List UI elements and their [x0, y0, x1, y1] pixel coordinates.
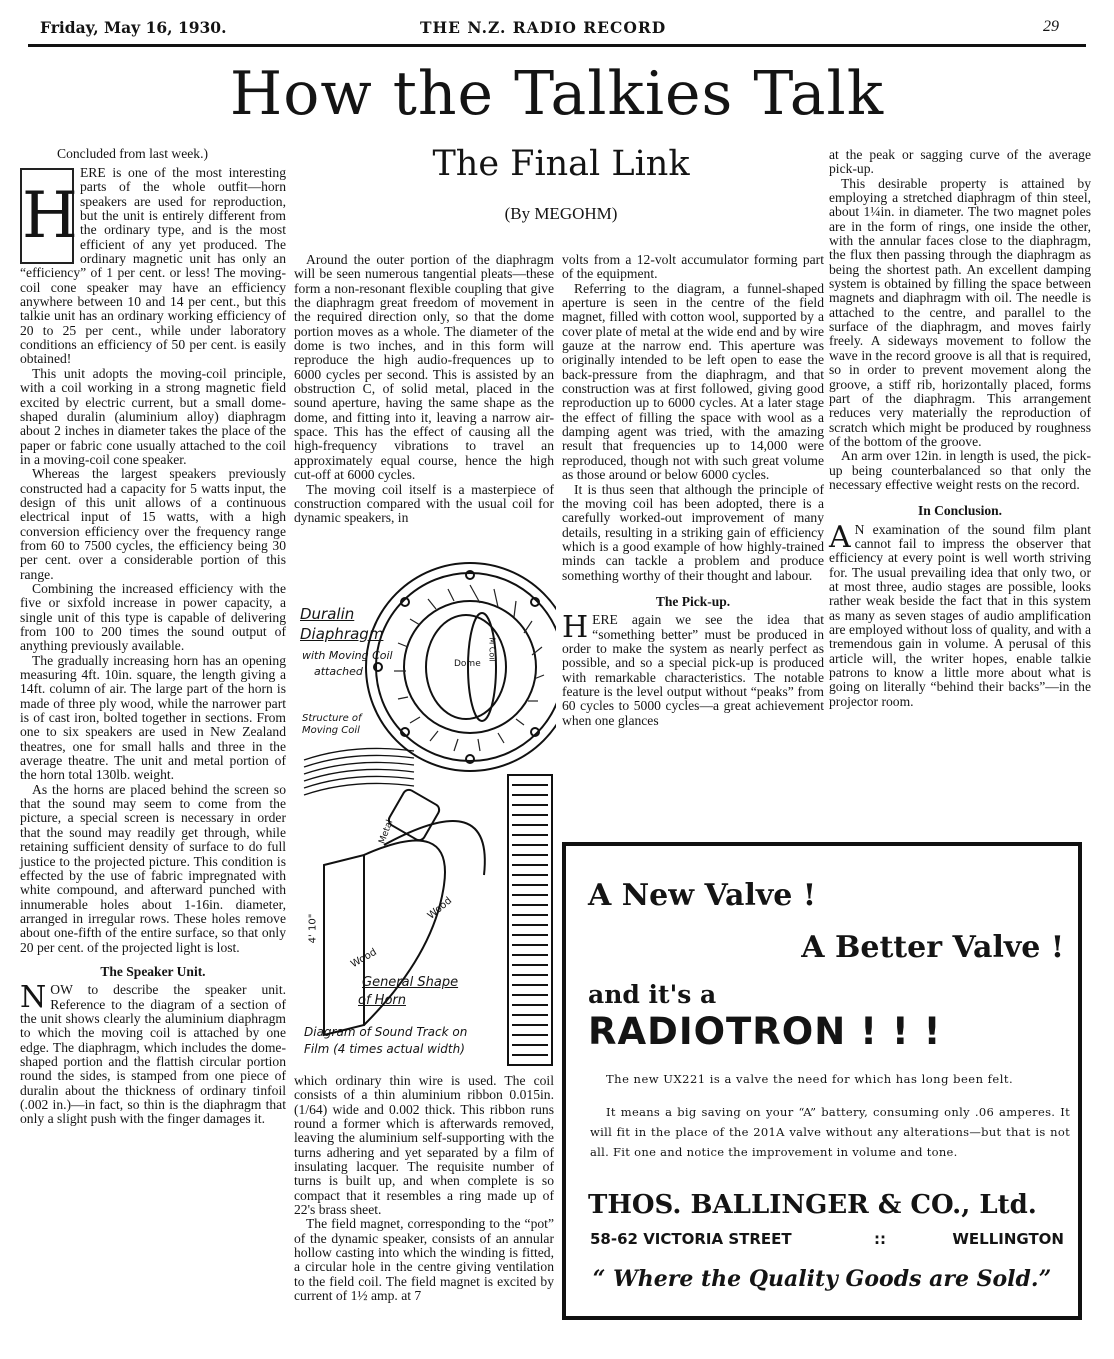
col1-paragraph: Combining the increased efficiency with the five or sixfold increase in power capacity, a single unit of this type is capable of delivering from 100 to 200 times the sound output of anything previously available.	[20, 580, 286, 654]
figure-label-attached: attached	[314, 665, 363, 678]
dropcap-h: H	[562, 610, 589, 646]
pickup-heading: The Pick-up.	[655, 593, 731, 609]
figure-label-dimension: 4' 10"	[307, 913, 319, 944]
article-column-3	[562, 253, 824, 728]
col2-top-paragraph: Around the outer portion of the diaphragm will be seen numerous tangential pleats—these form a non-resonant flexible coupling that give the diaphragm great freedom of movement in the required direction only, so that the dome portion moves as a whole. The diameter of the dome is two inches, and in this form will reproduce the high audio-frequences up to 6000 cycles per second. This is assisted by an obstruction C, of solid metal, placed in the sound aperture, having the same shape as the dome, and fitting into it, leaving a narrow air-space. This has the effect of causing all the high-frequency vibrations to travel an approximately equal course, hence the high cut-off at 6000 cycles.	[294, 252, 554, 483]
col1-paragraph: Whereas the largest speakers previously constructed had a capacity for 5 watts input, the design of this unit allows of a continuous electrical input of 15 watts, with a high conversion efficiency over the frequency range from 60 to 7500 cycles, the efficiency being 30 per cent. over a considerable portion of this range.	[20, 466, 286, 582]
col2-top-paragraph: The moving coil itself is a masterpiece of construction compared with the usual coil for dynamic speakers, in	[294, 481, 554, 526]
figure-label-diaphragm: Diaphragm	[300, 625, 384, 643]
col4-paragraph: This desirable property is attained by employing a stretched diaphragm of thin steel, about 1¼in. in diameter. The two magnet poles are in the form of rings, one inside the other, with the annular faces close to the diaphragm, the flux then passing through the diaphragm as being the shortest path. An excellent damping system is obtained by filling the space between magnets and diaphragm with oil. The needle is attached to the centre, and parallel to the surface of the diaphragm, and moves fairly freely. A sideways movement to follow the wave in the record groove is all that is required, so in order to prevent movement along the groove, a stiff rib, horizontally placed, forms part of the diaphragm. This arrangement reduces very materially the reproduction of scratch which might be produced by roughness of the bottom of the groove.	[829, 175, 1091, 449]
col1-paragraph: As the horns are placed behind the screen so that the sound may seem to come from the picture, a special screen is necessary in order that the sound may readily get through, while retaining sufficient density of surface to do full justice to the projected picture. This condition is effected by the use of fabric impregnated with white compound, and afterward punched with innumerable holes about 1-16in. diameter, arranged in irregular rows. These holes remove about one-fifth of the entire surface, so that only 20 per cent. of the projected light is lost.	[20, 781, 286, 955]
decorative-initial-h: H	[20, 168, 74, 264]
header-publication: THE N.Z. RADIO RECORD	[420, 18, 667, 37]
ad-slogan: “ Where the Quality Goods are Sold.”	[592, 1266, 1052, 1292]
ad-headline-1: A New Valve !	[588, 878, 816, 913]
col1-paragraph: This unit adopts the moving-coil principle, with a coil working in a strong magnetic field excited by electric current, but a small dome-shaped duralin (aluminium alloy) diaphragm about 2 inches in diameter takes the place of the paper or fabric cone usually attached to the coil in a moving-coil cone speaker.	[20, 365, 286, 467]
header-rule	[28, 44, 1086, 47]
ad-body-1: The new UX221 is a valve the need for which has long been felt.	[606, 1072, 1014, 1086]
col2-bottom-paragraph: The field magnet, corresponding to the “pot” of the dynamic speaker, consists of an annular hollow casting into which the winding is fitted, a circular hole in the centre giving ventilation to the field coil. The field magnet is excited by current of 1½ amp. at 7	[294, 1216, 554, 1304]
figure-label-general-shape: General Shape	[362, 975, 459, 990]
figure-label-sound-track: Diagram of Sound Track on	[304, 1025, 468, 1039]
article-headline: How the Talkies Talk	[229, 59, 885, 129]
col2-bottom-paragraph: which ordinary thin wire is used. The coil consists of a thin aluminium ribbon 0.015in. (1/64) wide and 0.002 thick. This ribbon runs round a former which is afterwards removed, leaving the aluminium self-supporting with the turns adhering and yet separated by a film of insulating lacquer. The requisite number of turns is built up, and when complete is so compact that it resembles a ring made up of 22's brass sheet.	[294, 1073, 554, 1218]
header-date: Friday, May 16, 1930.	[40, 18, 227, 37]
concluded-note: Concluded from last week.)	[57, 146, 208, 161]
ad-company-name: THOS. BALLINGER & CO., Ltd.	[588, 1190, 1037, 1220]
conclusion-intro: N examination of the sound film plant cannot fail to impress the observer that efficiency at every point is well worth striving for. The usual prevailing idea that only two, or at most three, audio stages are possible, looks rather weak beside the fact that in this system as many as seven stages of audio amplification are employed without loss of quality, and with a tremendous gain in volume. A perusal of this article will, the writer hopes, enable talkie patrons to know a little more about what is going on literally “behind their backs”—in the projector room.	[829, 521, 1091, 709]
figure-label-dome: Dome	[454, 659, 481, 669]
article-byline: (By MEGOHM)	[504, 204, 618, 223]
conclusion-heading: In Conclusion.	[917, 503, 1003, 519]
col3-paragraph: volts from a 12-volt accumulator forming part of the equipment.	[562, 252, 824, 282]
dropcap-n: N	[20, 980, 47, 1016]
speaker-unit-intro: OW to describe the speaker unit. Reference to the diagram of a section of the unit shows clearly the aluminium diaphragm to which the moving coil is attached by one edge. The diaphragm, which includes the dome-shaped portion and the flattish circular portion round the sides, is stamped from one piece of duralin about the thickness of ordinary tinfoil (.002 in.)—in fact, so thin is the diaphragm that only a slight push with the finger damages it.	[20, 982, 286, 1127]
dropcap-a: A	[829, 519, 851, 555]
col4-paragraph: at the peak or sagging curve of the average pick-up.	[829, 147, 1091, 177]
ad-city: WELLINGTON	[952, 1230, 1064, 1248]
col3-paragraph: It is thus seen that although the principle of the moving coil has been adopted, there is a carefully worked-out improvement of many details, resulting in a striking gain of efficiency which is a good example of how highly-trained minds can tackle a problem and produce something worthy of their thought and labour.	[562, 481, 824, 583]
article-column-1	[20, 166, 286, 1127]
figure-label-duralin: Duralin	[300, 605, 355, 623]
article-column-2-top	[294, 253, 554, 526]
ad-separator: ::	[874, 1230, 886, 1248]
figure-label-structure: Structure of	[302, 713, 362, 724]
figure-label-metal: Metal	[377, 818, 396, 846]
figure-label-coil: M Coil	[487, 637, 497, 662]
ad-headline-3: and it's a	[588, 980, 717, 1009]
radiotron-advertisement	[562, 842, 1082, 1320]
col1-intro: ERE is one of the most interesting parts of the whole outfit—horn speakers are used for reproduction, but the unit is entirely different from the ordinary type, and is the most efficient of any yet produced. The ordinary magnetic unit has only an “efficiency” of 1 per cent. or less! The moving-coil cone speaker may have an efficiency anywhere between 10 and 14 per cent., but this talkie unit has an ordinary working efficiency of 20 to 25 per cent., while under laboratory conditions an efficiency of 50 per cent. is easily obtained!	[20, 165, 286, 367]
pickup-intro: ERE again we see the idea that “something better” must be produced in order to make the system as nearly perfect as possible, and so a special pick-up is produced with remarkable characteristics. The notable feature is the level output without “peaks” from 60 cycles to 5000 cycles—a great achievement when one glances	[562, 612, 824, 728]
speaker-diagram-figure	[294, 555, 556, 1067]
col1-paragraph: The gradually increasing horn has an opening measuring 4ft. 10in. square, the length giving a 14ft. column of air. The large part of the horn is made of three ply wood, while the narrower part is of cast iron, bolted together in sections. From one to six speakers are used in New Zealand theatres, one for small halls and three in the average theatre. The unit and metal portion of the horn total 130lb. weight.	[20, 652, 286, 783]
article-column-2-bottom	[294, 1074, 554, 1304]
col3-paragraph: Referring to the diagram, a funnel-shaped aperture is seen in the centre of the field magnet, filled with cotton wool, supported by a cover plate of metal at the wide end and by wire gauze at the narrow end. This aperture was originally intended to be left open to ease the back-pressure from the diaphragm, and that construction was at first followed, giving good reproduction up to 6000 cycles. At a later stage the effect of filling the space with wool as a damping agent was tried, with the amazing result that frequencies up to 14,000 were reproduced, though not with such great volume as those around or below 6000 cycles.	[562, 280, 824, 483]
figure-label-with-coil: with Moving Coil	[302, 649, 393, 662]
ad-headline-2: A Better Valve !	[801, 930, 1064, 965]
header-page-number: 29	[1043, 18, 1059, 35]
article-column-4	[829, 148, 1091, 709]
col4-paragraph: An arm over 12in. in length is used, the pick-up being counterbalanced so that only the necessary effective weight rests on the record.	[829, 448, 1091, 492]
ad-brand-radiotron: RADIOTRON ! ! !	[588, 1010, 942, 1053]
figure-label-wood-2: Wood	[349, 946, 379, 971]
speaker-unit-heading: The Speaker Unit.	[100, 963, 206, 979]
ad-address: 58-62 VICTORIA STREET	[590, 1230, 792, 1248]
figure-label-wood-1: Wood	[425, 895, 455, 922]
figure-label-of-horn: of Horn	[358, 993, 406, 1008]
article-subtitle: The Final Link	[432, 144, 690, 184]
figure-label-moving-coil: Moving Coil	[302, 725, 360, 736]
ad-body-2: It means a big saving on your “A” battery, consuming only .06 amperes. It will fit in the place of the 201A valve without any alterations—but that is not all. Fit one and notice the improvement in volume and tone.	[590, 1105, 1070, 1159]
figure-label-film: Film (4 times actual width)	[304, 1042, 465, 1056]
